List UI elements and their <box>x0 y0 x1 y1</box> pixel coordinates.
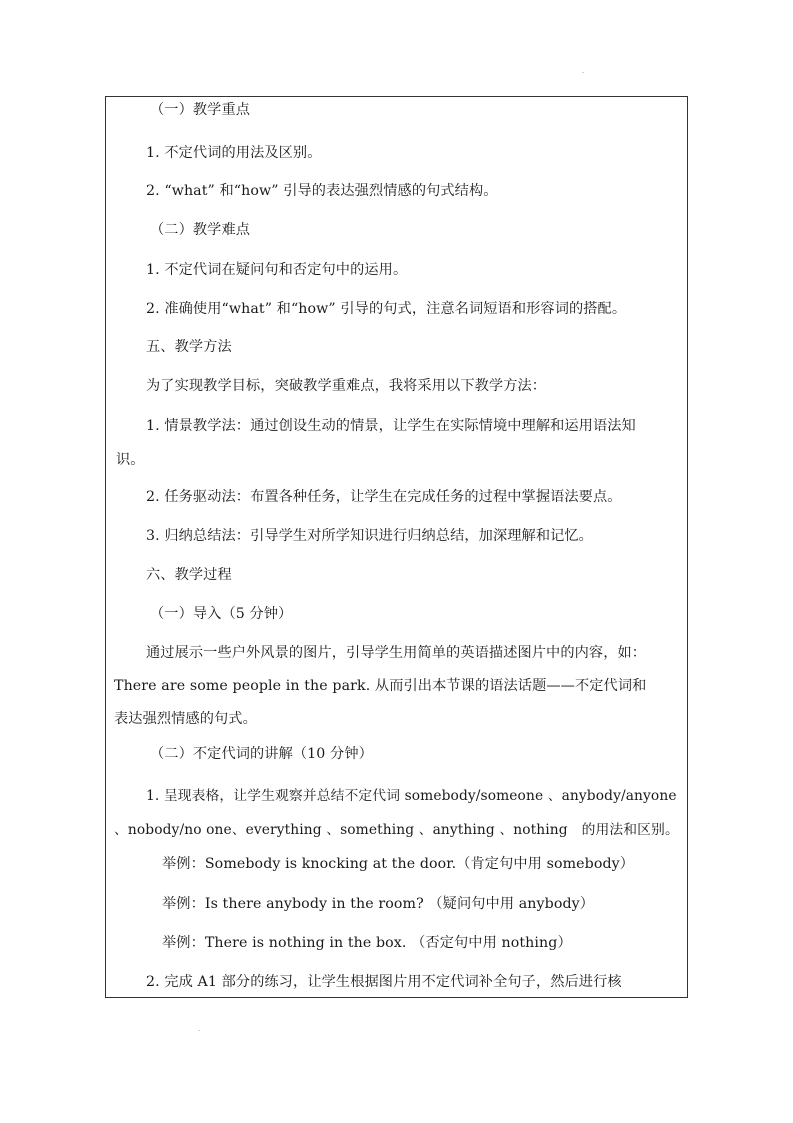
heading-teaching-methods: 五、教学方法 <box>146 339 232 355</box>
paragraph-method-1: 1. 情景教学法：通过创设生动的情景，让学生在实际情境中理解和运用语法知识。 <box>116 418 636 468</box>
paragraph-focus-1: 1. 不定代词的用法及区别。 <box>146 145 322 161</box>
paragraph-difficulty-2: 2. 准确使用“what” 和“how” 引导的句式，注意名词短语和形容词的搭配。 <box>146 301 627 317</box>
heading-pronoun-explanation: （二）不定代词的讲解（10 分钟） <box>150 746 373 762</box>
corner-mark-bottom <box>198 1030 200 1031</box>
heading-teaching-process: 六、教学过程 <box>146 567 232 583</box>
paragraph-pronoun-table: 1. 呈现表格，让学生观察并总结不定代词 somebody/someone 、anybody/anyone 、nobody/no one、everything 、something 、anything 、nothing 的用法和区别。 <box>114 788 679 838</box>
paragraph-exercise-a1: 2. 完成 A1 部分的练习，让学生根据图片用不定代词补全句子，然后进行核 <box>146 974 622 990</box>
example-affirmative: 举例：Somebody is knocking at the door.（肯定句中用 somebody） <box>162 856 635 872</box>
paragraph-method-3: 3. 归纳总结法：引导学生对所学知识进行归纳总结，加深理解和记忆。 <box>146 528 593 544</box>
paragraph-introduction: 通过展示一些户外风景的图片，引导学生用简单的英语描述图片中的内容，如：There are some people in the park. 从而引出本节课的语法话题——不定代词和表达强烈情感的句式。 <box>114 645 647 727</box>
heading-introduction: （一）导入（5 分钟） <box>150 606 293 622</box>
corner-mark-top <box>582 72 584 73</box>
paragraph-difficulty-1: 1. 不定代词在疑问句和否定句中的运用。 <box>146 262 408 278</box>
paragraph-focus-2: 2. “what” 和“how” 引导的表达强烈情感的句式结构。 <box>146 183 498 199</box>
heading-teaching-difficulty: （二）教学难点 <box>150 222 251 238</box>
example-negative: 举例：There is nothing in the box. （否定句中用 nothing） <box>162 935 572 951</box>
content-table-cell <box>105 96 688 998</box>
heading-teaching-focus: （一）教学重点 <box>150 102 251 118</box>
example-question: 举例：Is there anybody in the room? （疑问句中用 anybody） <box>162 896 595 912</box>
paragraph-methods-intro: 为了实现教学目标，突破教学重难点，我将采用以下教学方法： <box>146 378 547 394</box>
paragraph-method-2: 2. 任务驱动法：布置各种任务，让学生在完成任务的过程中掌握语法要点。 <box>146 489 622 505</box>
